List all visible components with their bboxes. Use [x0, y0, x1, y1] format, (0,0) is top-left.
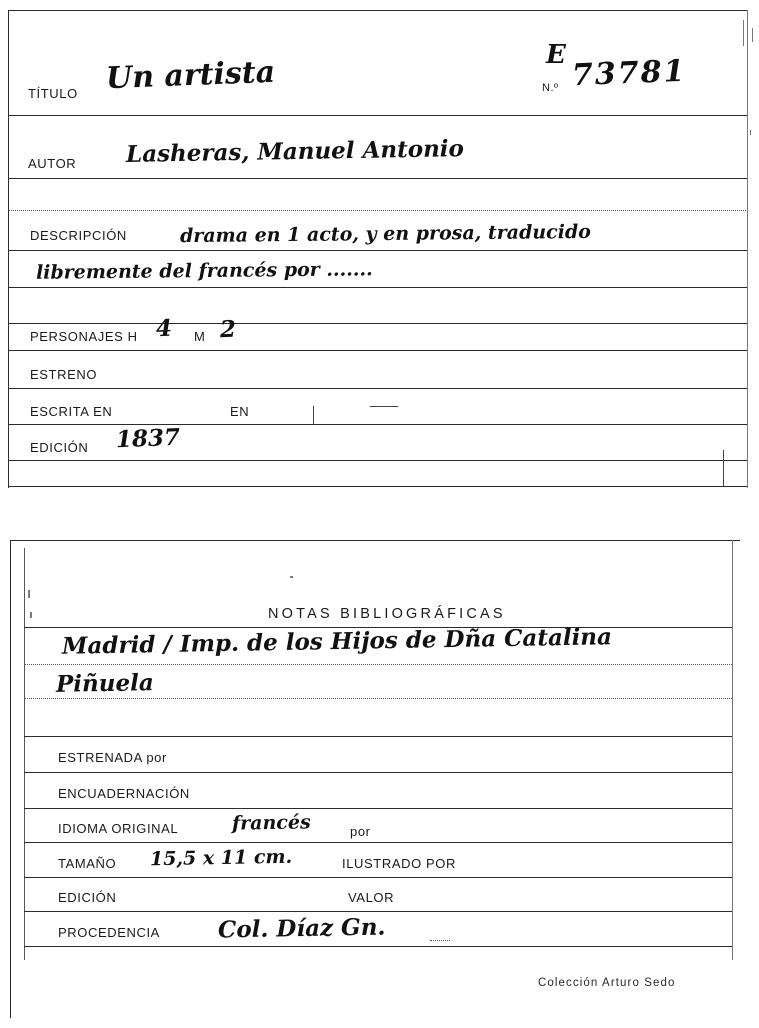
rule-estrenada-top: [24, 772, 732, 773]
notes-line-2: Piñuela: [55, 669, 154, 698]
value-edicion: 1837: [115, 423, 181, 454]
rule-escrita: [8, 424, 748, 425]
scan-speck: [750, 130, 751, 135]
value-idioma-original: francés: [231, 811, 311, 835]
card-left-edge: [8, 10, 9, 488]
rule-procedencia-bottom: [24, 946, 732, 947]
label-descripcion: DESCRIPCIÓN: [30, 228, 127, 243]
value-descripcion-line2: libremente del francés por .......: [35, 258, 373, 284]
label-estrenada-por: ESTRENADA por: [58, 750, 167, 765]
scan-speck: [743, 20, 744, 46]
label-escrita-en-2: EN: [230, 404, 250, 419]
rule-author-bottom: [8, 178, 748, 179]
record-number-label: N.º: [542, 82, 559, 94]
label-personajes-m: M: [194, 329, 206, 344]
bottom-catalog-card: [10, 540, 740, 1018]
rule-notes-1: [24, 664, 732, 665]
rule-notes-3: [24, 736, 732, 737]
escrita-divider: [313, 406, 314, 424]
label-encuadernacion: ENCUADERNACIÓN: [58, 786, 190, 801]
label-escrita-en: ESCRITA EN: [30, 404, 113, 419]
rule-desc-3: [8, 323, 748, 324]
value-tamano: 15,5 x 11 cm.: [149, 845, 293, 871]
value-descripcion-line1: drama en 1 acto, y en prosa, traducido: [179, 220, 591, 248]
edicion-divider: [723, 450, 724, 486]
value-titulo: Un artista: [105, 54, 276, 97]
scan-speck: [28, 590, 30, 598]
label-personajes: PERSONAJES H: [30, 329, 138, 344]
label-edicion-bottom: EDICIÓN: [58, 890, 117, 905]
card-bottom-border: [8, 486, 748, 487]
rule-tamano-top: [24, 877, 732, 878]
label-procedencia: PROCEDENCIA: [58, 925, 160, 940]
scan-speck: [290, 576, 293, 578]
rule-desc-1: [8, 250, 748, 251]
label-titulo: TÍTULO: [28, 86, 78, 101]
label-estreno: ESTRENO: [30, 367, 98, 382]
rule-edicion: [8, 460, 748, 461]
bottom-card-right-edge: [732, 540, 733, 960]
rule-edicion-top: [24, 911, 732, 912]
label-idioma-por: por: [350, 824, 371, 839]
escrita-sep-1: [370, 406, 398, 407]
scan-speck: [30, 612, 32, 618]
collection-credit: Colección Arturo Sedo: [538, 977, 676, 989]
value-autor: Lasheras, Manuel Antonio: [125, 135, 465, 168]
card-right-edge: [747, 10, 748, 488]
value-personajes-m: 2: [219, 315, 237, 344]
label-autor: AUTOR: [28, 156, 77, 171]
label-ilustrado-por: ILUSTRADO POR: [342, 856, 456, 871]
rule-title-bottom: [8, 115, 748, 116]
record-number-value: 73781: [571, 53, 688, 94]
label-valor: VALOR: [348, 890, 395, 905]
rule-author-dotted: [8, 210, 748, 211]
rule-encuadernacion-top: [24, 808, 732, 809]
card-top-border: [8, 10, 748, 11]
scan-speck: [752, 28, 753, 42]
notes-section-title: NOTAS BIBLIOGRÁFICAS: [268, 606, 506, 622]
rule-estreno: [8, 388, 748, 389]
value-procedencia: Col. Díaz Gn.: [217, 913, 386, 944]
top-catalog-card: [8, 10, 748, 488]
bottom-card-left-edge: [10, 540, 11, 1018]
rule-notes-2: [24, 698, 732, 699]
value-personajes-h: 4: [155, 314, 173, 343]
rule-personajes-top: [8, 350, 748, 351]
bottom-card-top-border: [10, 540, 740, 541]
rule-procedencia-dots: [430, 940, 450, 941]
label-edicion: EDICIÓN: [30, 440, 89, 455]
record-number-prefix: E: [546, 40, 566, 70]
notes-line-1: Madrid / Imp. de los Hijos de Dña Catalina: [61, 623, 613, 660]
label-tamano: TAMAÑO: [58, 856, 117, 871]
label-idioma-original: IDIOMA ORIGINAL: [58, 821, 179, 836]
rule-idioma-top: [24, 842, 732, 843]
rule-desc-2: [8, 287, 748, 288]
bottom-card-inner-left-edge: [24, 548, 25, 960]
